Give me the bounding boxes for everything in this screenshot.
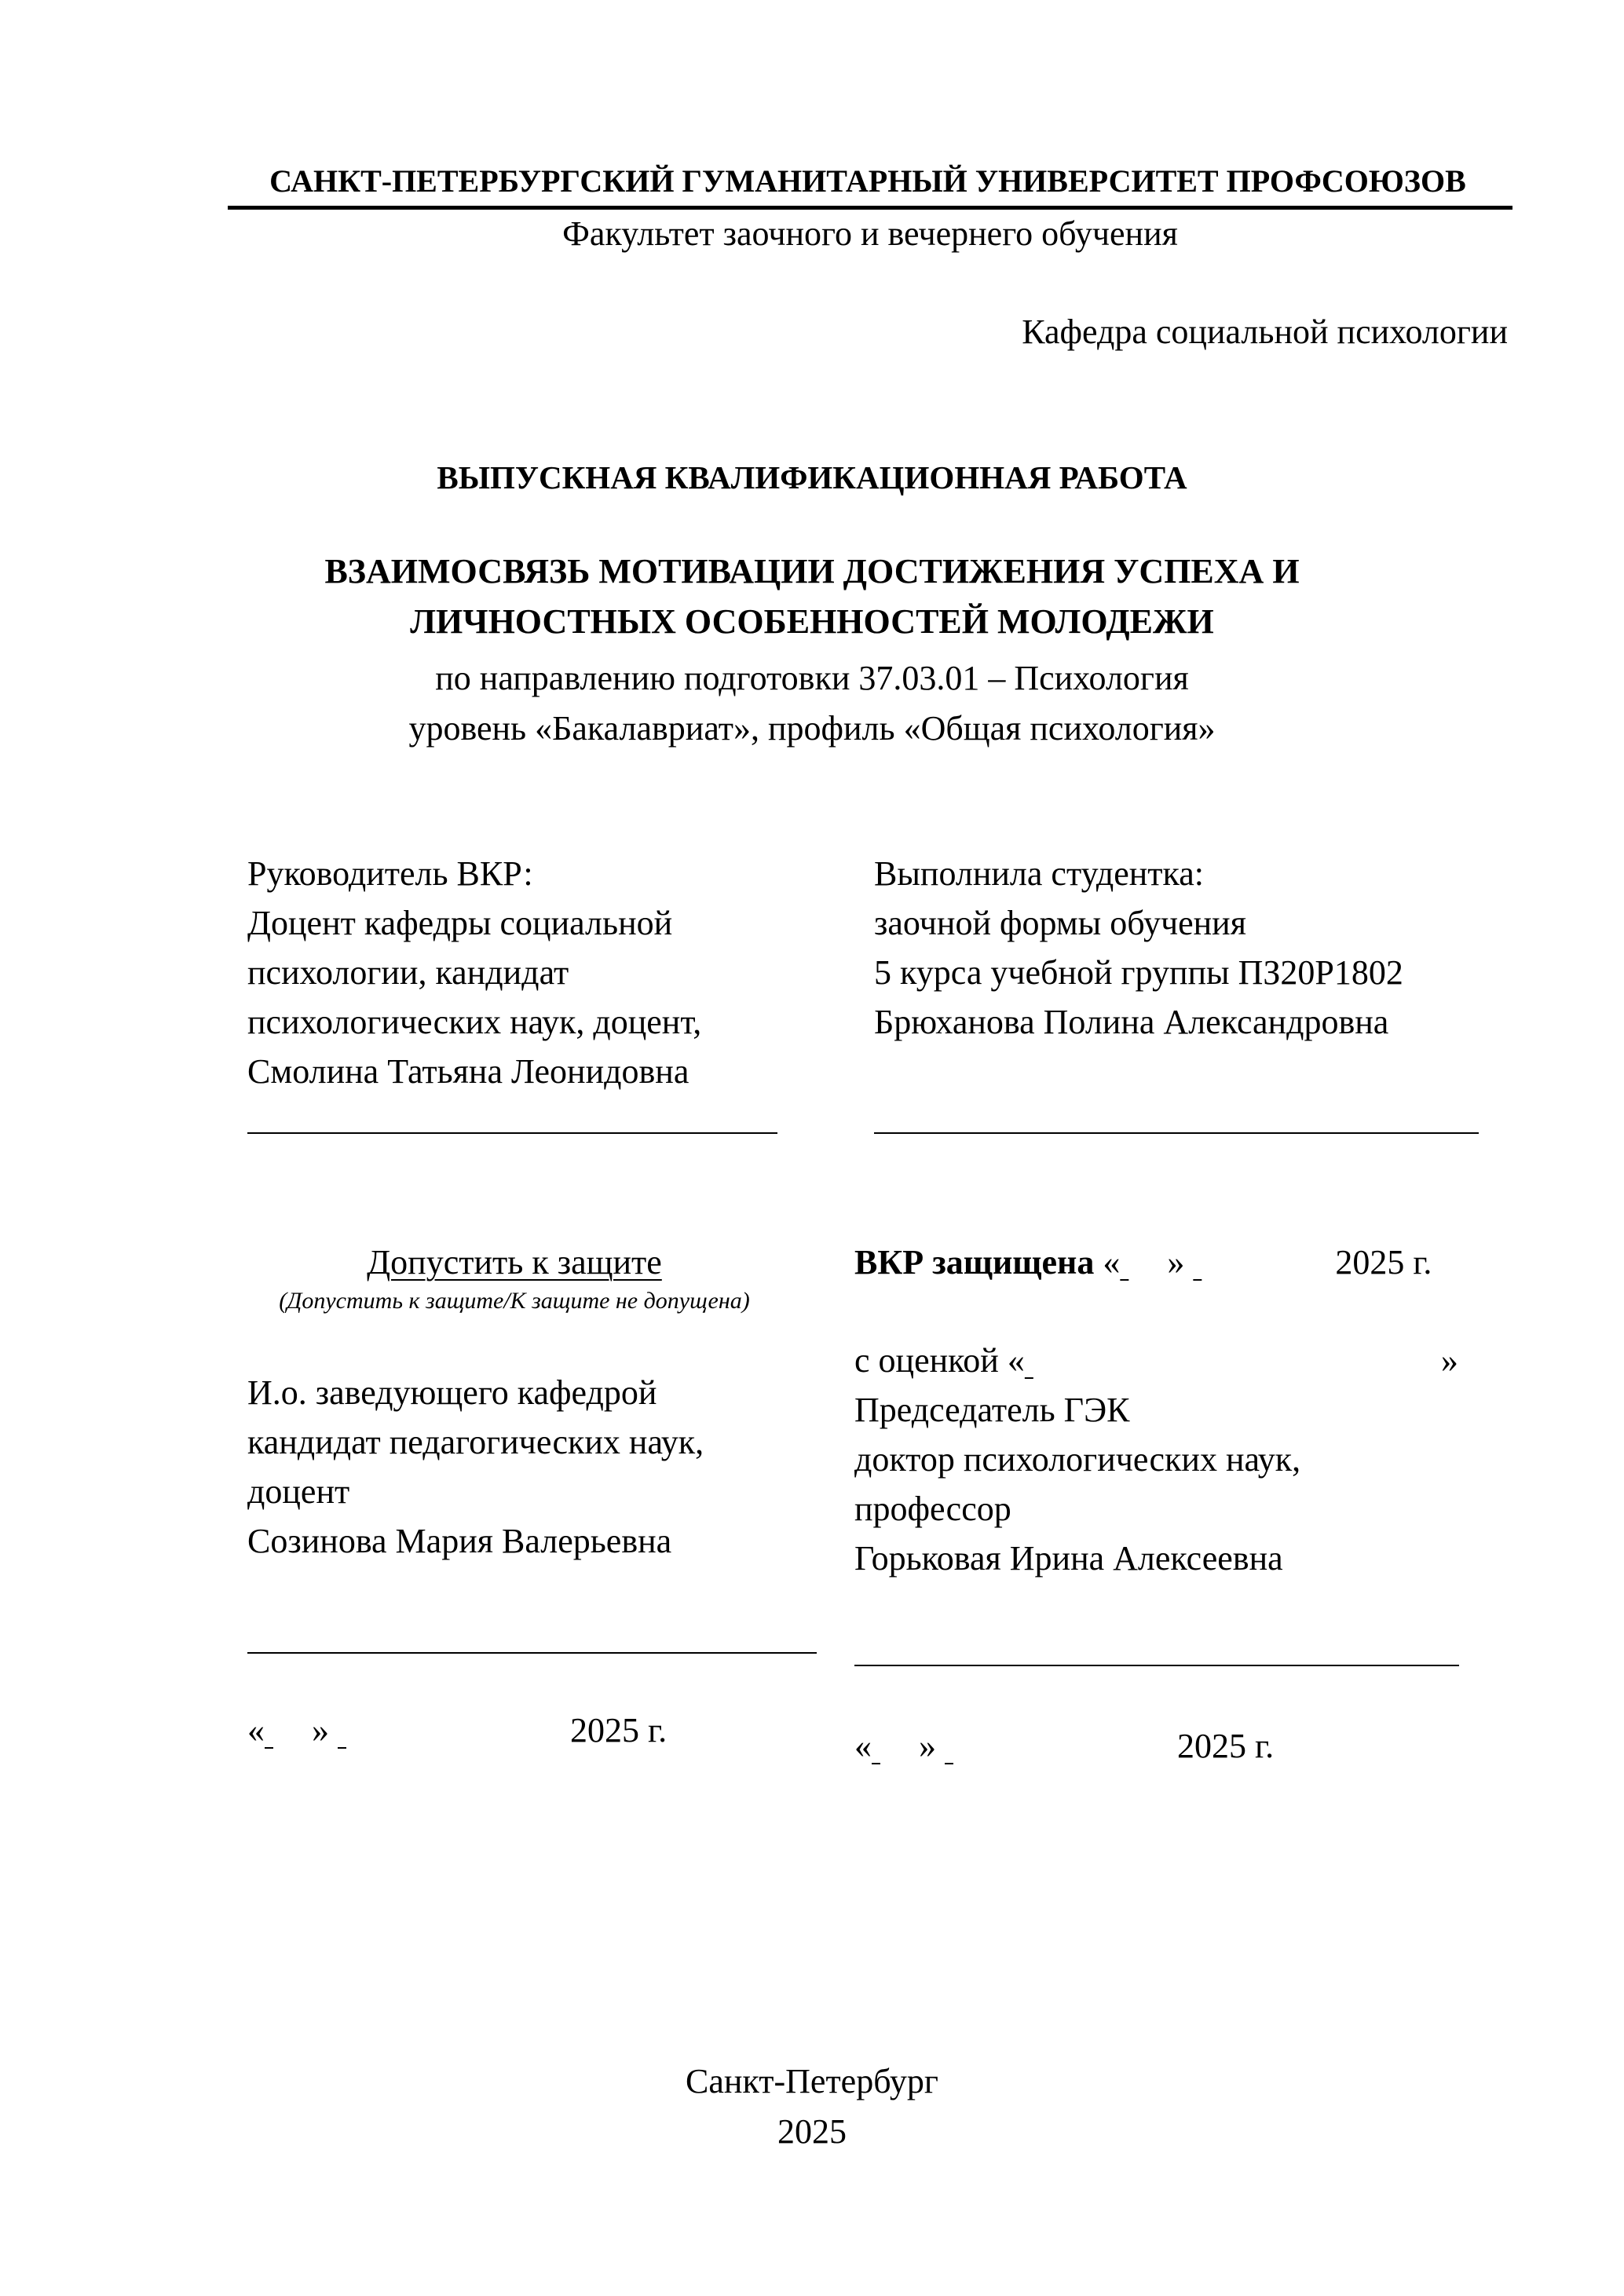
date-quote-close: »	[312, 1711, 338, 1749]
department-name: Кафедра социальной психологии	[1022, 313, 1508, 351]
date-year: 2025 г.	[1326, 1243, 1432, 1281]
date-quote-open: «	[854, 1727, 872, 1765]
supervisor-signature-line	[247, 1132, 777, 1134]
city: Санкт-Петербург	[686, 2062, 938, 2100]
grade-prefix: с оценкой «	[854, 1341, 1025, 1380]
thesis-title-line-1: ВЗАИМОСВЯЗЬ МОТИВАЦИИ ДОСТИЖЕНИЯ УСПЕХА И	[324, 552, 1300, 590]
date-quote-open: «	[1094, 1243, 1121, 1281]
admission-date	[247, 1710, 667, 1750]
date-quote-close: »	[919, 1727, 945, 1765]
faculty-name: Факультет заочного и вечернего обучения	[562, 214, 1178, 253]
commission-chair-line: профессор	[854, 1490, 1011, 1528]
date-year: 2025 г.	[1169, 1727, 1275, 1765]
student-name: Брюханова Полина Александровна	[874, 1003, 1389, 1041]
supervisor-heading: Руководитель ВКР:	[247, 854, 533, 893]
supervisor-line: Доцент кафедры социальной	[247, 904, 673, 942]
supervisor-line: психологических наук, доцент,	[247, 1003, 702, 1041]
head-of-department-name: Созинова Мария Валерьевна	[247, 1522, 672, 1560]
date-year: 2025 г.	[561, 1711, 668, 1749]
month-blank	[945, 1726, 1169, 1766]
commission-chair-name: Горьковая Ирина Алексеевна	[854, 1539, 1283, 1578]
header-divider	[228, 206, 1512, 210]
date-quote-close: »	[1167, 1243, 1194, 1281]
defense-protected-label: ВКР защищена	[854, 1243, 1095, 1281]
university-name: САНКТ-ПЕТЕРБУРГСКИЙ ГУМАНИТАРНЫЙ УНИВЕРСИТЕТ ПРОФСОЮЗОВ	[269, 163, 1466, 199]
student-line: 5 курса учебной группы ПЗ20Р1802	[874, 953, 1403, 992]
head-of-department-line: кандидат педагогических наук,	[247, 1423, 704, 1461]
commission-chair-line: Председатель ГЭК	[854, 1391, 1130, 1429]
admission-options-note: (Допустить к защите/К защите не допущена)	[279, 1288, 750, 1314]
day-blank	[872, 1726, 919, 1766]
student-heading: Выполнила студентка:	[874, 854, 1204, 893]
student-line: заочной формы обучения	[874, 904, 1246, 942]
study-direction: по направлению подготовки 37.03.01 – Психология	[435, 659, 1189, 697]
day-blank	[1120, 1242, 1167, 1282]
grade-line	[854, 1340, 1458, 1380]
grade-blank	[1025, 1340, 1441, 1380]
student-signature-line	[874, 1132, 1479, 1134]
study-level-profile: уровень «Бакалавриат», профиль «Общая психология»	[408, 709, 1216, 748]
commission-chair-line: доктор психологических наук,	[854, 1440, 1301, 1479]
thesis-title-line-2: ЛИЧНОСТНЫХ ОСОБЕННОСТЕЙ МОЛОДЕЖИ	[410, 602, 1214, 641]
year: 2025	[777, 2112, 847, 2151]
supervisor-name: Смолина Татьяна Леонидовна	[247, 1052, 689, 1091]
month-blank	[1193, 1242, 1326, 1282]
work-type-heading: ВЫПУСКНАЯ КВАЛИФИКАЦИОННАЯ РАБОТА	[437, 459, 1187, 495]
head-of-department-signature-line	[247, 1652, 817, 1654]
day-blank	[265, 1710, 312, 1750]
commission-chair-signature-line	[854, 1665, 1459, 1666]
admission-decision: Допустить к защите	[367, 1243, 662, 1281]
defense-date-line	[854, 1242, 1432, 1282]
defense-sign-date	[854, 1726, 1274, 1766]
date-quote-open: «	[247, 1711, 265, 1749]
head-of-department-line: доцент	[247, 1472, 350, 1511]
head-of-department-line: И.о. заведующего кафедрой	[247, 1373, 657, 1412]
month-blank	[338, 1710, 561, 1750]
supervisor-line: психологии, кандидат	[247, 953, 569, 992]
grade-suffix: »	[1440, 1341, 1458, 1380]
